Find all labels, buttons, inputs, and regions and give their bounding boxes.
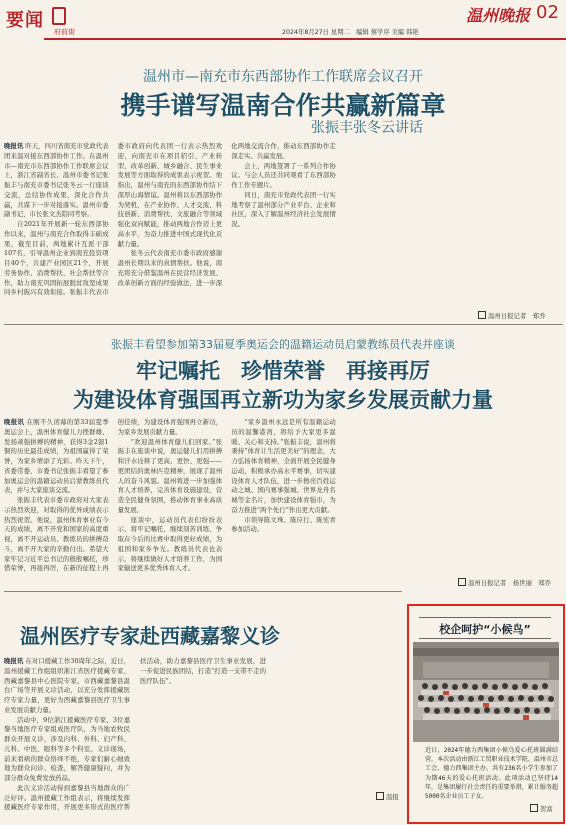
story2-signature-text: 温州日报记者 杨世丽 郑乔: [468, 579, 552, 587]
signature-box-icon: [530, 804, 538, 812]
signature-box-icon: [458, 578, 466, 586]
story1-kicker: 温州市—南充市东西部协作工作联席会议召开: [143, 69, 423, 85]
masthead-rule: [44, 38, 566, 40]
story1-subhead: 张振丰张冬云讲话: [311, 120, 423, 136]
photo-signature: [530, 804, 553, 813]
story2-signature: [458, 578, 551, 587]
page-number: 02: [536, 2, 559, 23]
story2-headline-2: 为建设体育强国再立新功为家乡发展贡献力量: [73, 388, 493, 412]
story2-lead: 晚报讯: [4, 418, 25, 426]
group-photo: [413, 642, 559, 742]
story2-paragraph: 座谈中，运动员代表们纷纷表示，将牢记嘱托，继续刻苦训练，争取在今后的比赛中取得更好成绩，为祖国和家乡争光。教练员代表也表示，将继续做好人才培养工作，为国家输送更多优秀体育人才。: [117, 515, 223, 573]
story2-text: [4, 418, 563, 576]
story2-paragraph: “家乡温州永远是所有温籍运动员的温馨港湾，将给予大家更多温暖、关心和支持。”张振丰说，温州将秉持“体育让生活更美好”的理念，大力弘扬体育精神，全面开展全民健身运动，积极承办高水平赛事，切实建设体育人才队伍，进一步擦亮百姓运动之城、国内赛事强城、世界龙舟名城等金名片，加快建设体育强市，为奋力推进“两个先行”作出更大贡献。: [231, 418, 336, 514]
story1-signature-text: 温州日报记者 郑乔: [488, 312, 546, 320]
story2-paragraph: “欢迎温州体育健儿们回家。”张振丰在座谈中说，奥运健儿们用拼搏和汗水诠释了更高、更快、更强——更团结的奥林匹克精神，展现了温州人的奋斗风貌。温州将进一步加强体育人才培养，完善体育设施建设，营造全民健身氛围，推动体育事业高质量发展。: [117, 437, 223, 514]
dateline: 2024年8月27日 星期二 编辑 蔡学序 美编 韩艳: [282, 29, 419, 36]
section-title: 要闻: [6, 10, 44, 31]
story2-paragraph: 市领导陈文珠、陈应行、陈宪青参加活动。: [231, 515, 336, 534]
story1-paragraph: 昨天，四川省南充市党政代表团来温对接东西部协作工作。在温州市—南充市东西部协作工作联席会议上，浙江省副省长、温州市委书记张振丰与南充市委书记张冬云一行座谈交流，总结协作成果，深化合作共赢，共谋下一步对接落实。温州市委副书记、市长张文杰陪同考察。: [4, 142, 109, 219]
story1-paragraph: 同日，南充市党政代表团一行实地考察了温州部分产业平台、企业和社区，深入了解温州经济社会发展情况。: [231, 190, 336, 228]
story1-text: [4, 142, 563, 305]
photo-title: 校企呵护“小候鸟”: [439, 623, 531, 636]
story1-headline: 携手谱写温南合作共赢新篇章: [120, 91, 446, 120]
story3-text: [4, 657, 402, 817]
story2-paragraph: 在刚不久闭幕的第33届夏季奥运会上，温州体育健儿力挫群雄、发扬顽强拼搏的精神，获得3金2银1铜的历史最佳成绩，为祖国赢得了荣誉，为家乡增添了光彩。昨天下午，省委常委、市委书记张振丰看望了参加奥运会的温籍运动员启蒙教练员代表，并与大家座谈交流。: [4, 418, 109, 495]
story1-paragraph: 会上，两地签署了一系列合作协议。与会人员还共同观看了东西部协作工作专题片。: [231, 161, 336, 189]
divider: [4, 591, 402, 592]
masthead: [0, 0, 566, 40]
story3-paragraph: 此次义诊活动得到嘉黎县当地群众的广泛好评。温州援藏工作组表示，将继续发挥援藏医疗专家作用，开展更多形式的医疗帮扶活动，助力嘉黎县医疗卫生事业发展，进一步促进民族团结，打造“打造一支带不走的医疗队伍”。: [4, 657, 266, 812]
story2-kicker: 张振丰看望参加第33届夏季奥运会的温籍运动员启蒙教练员代表并座谈: [111, 338, 455, 351]
photo-title-frame: [419, 617, 551, 639]
story1-paragraph: 自2021年开展新一轮东西部协作以来，温州与南充合作取得丰硕成果，截至目前，两地累计互派干部107名，引导温州企业到南充投资项目40个，共建产业园区21个，开展劳务协作、消费帮扶、社会帮扶等合作，助力南充巩固拓展脱贫攻坚成果同乡村振兴有效衔接。张振丰代表市委市政府向代表团一行表示热烈欢迎，向南充市在项目招引、产业转型、改革创新、城乡融合、民生事业发展等方面取得的成果表示祝贺。他指出，温州与南充的东西部协作结下深厚山海情谊。温州将以东西部协作为契机，在产业协作、人才交流、科技创新、消费帮扶、文旅融合等领域强化双向赋能，推动两地合作迈上更高水平，为奋力推进中国式现代化贡献力量。: [4, 142, 223, 297]
story2-paragraph: 张振丰代表市委市政府对大家表示热烈欢迎，对取得的优异成绩表示热烈祝贺。他说，温州体育事业有今天的成绩，离不开党和国家的高度重视，离不开运动员、教练员的拼搏奋斗，离不开大家的辛勤付出。希望大家牢记习近平总书记的殷殷嘱托，珍惜荣誉，再接再厉，在新的征程上再创佳绩，为建设体育强国再立新功，为家乡发展贡献力量。: [4, 418, 223, 573]
story3-paragraph: 在对口援藏工作30周年之际，近日，温州援藏工作组组织浙江省医疗援藏专家、西藏嘉黎县中心医院专家、市西藏嘉黎县温台广场等开展义诊活动，以充分发挥援藏医疗专家力量，更好为西藏嘉黎县医疗卫生事业发展贡献力量。: [4, 657, 131, 714]
story3-signature: [376, 792, 399, 801]
story1-lead: 晚报讯: [4, 142, 24, 150]
story2-headline-1: 牢记嘱托 珍惜荣誉 再接再厉: [136, 359, 430, 383]
story3-lead: 晚报讯: [4, 657, 24, 665]
section-icon: [52, 7, 66, 25]
story1-signature: [478, 311, 546, 320]
photo-signature-text: 贺富: [540, 805, 553, 813]
story3-paragraph: 活动中，9位浙江援藏医疗专家、3位嘉黎当地医疗专家组成医疗队，为当地农牧民群众开展义诊，涉及内科、外科、妇产科、儿科、中医、眼科等多个科室。义诊现场，前来看病的群众络绎不绝，专家们耐心细致地为群众问诊、检查，解答健康疑问，并为部分群众免费发放药品。: [4, 715, 130, 782]
signature-box-icon: [478, 311, 486, 319]
paper-name: 温州晚报: [466, 6, 531, 25]
group-photo-image: [413, 642, 559, 742]
story1-paragraph: 张冬云代表南充市委市政府感谢温州长期以来的真情帮扶。他说，南充将充分借鉴温州在民营经济发展、改革创新方面的经验做法，进一步深化两地交流合作，推动东西部协作走深走实、共赢发展。: [117, 142, 336, 287]
story3-signature-text: 温报: [386, 793, 399, 801]
signature-box-icon: [376, 792, 384, 800]
story3-headline: 温州医疗专家赴西藏嘉黎义诊: [20, 624, 280, 648]
photo-caption: 近日，2024年德力西集团小候鸟爱心托班圆满结营。本次活动由浙江工贸职业技术学院、温州市总工会、德力西集团主办，共有236名小学生参加了为期46天的爱心托班活动。此项活动已坚持14年，是集团履行社会责任的重要举措，累计服务超5000名企业员工子女。: [425, 747, 558, 801]
section-subtitle: 府前街: [54, 28, 75, 36]
divider: [4, 324, 563, 325]
story1-body: [4, 142, 563, 310]
